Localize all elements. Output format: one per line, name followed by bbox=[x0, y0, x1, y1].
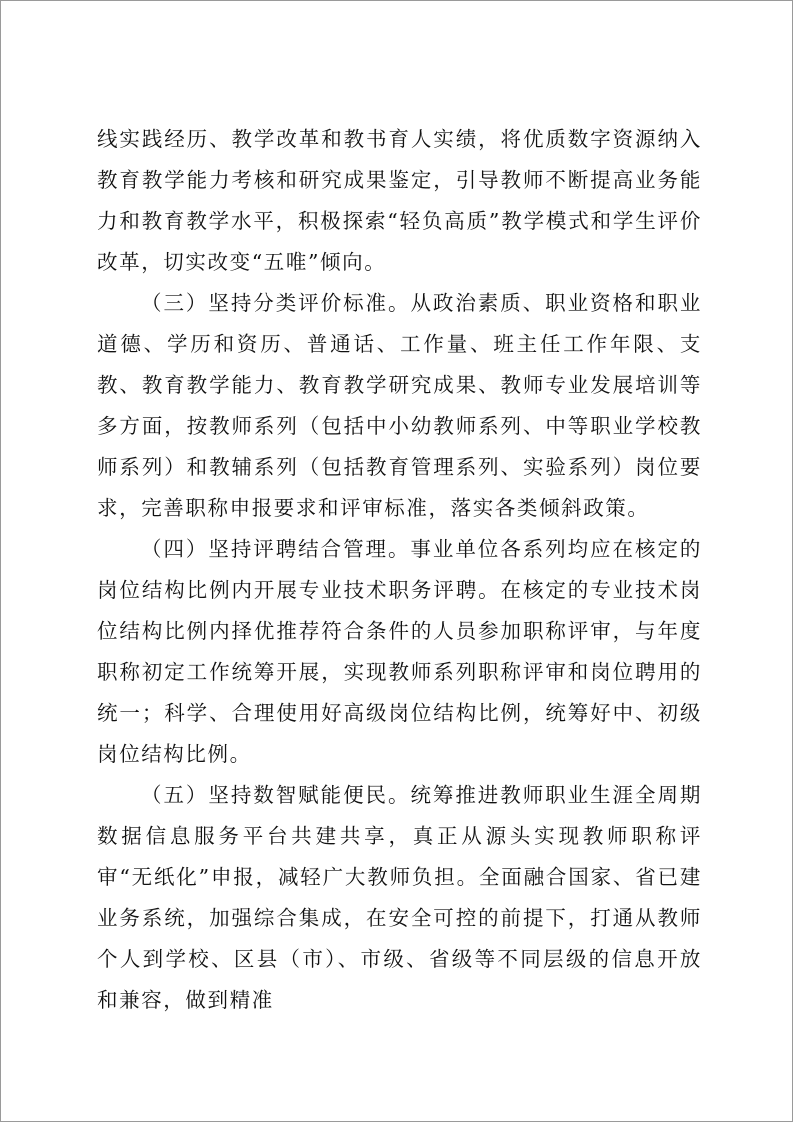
paragraph-section-4: （四）坚持评聘结合管理。事业单位各系列均应在核定的岗位结构比例内开展专业技术职务评聘。在核定的专业技术岗位结构比例内择优推荐符合条件的人员参加职称评审，与年度职称初定工作统筹开展，实现教师系列职称评审和岗位聘用的统一；科学、合理使用好高级岗位结构比例，统筹好中、初级岗位结构比例。 bbox=[97, 537, 702, 766]
paragraph-section-3: （三）坚持分类评价标准。从政治素质、职业资格和职业道德、学历和资历、普通话、工作量、班主任工作年限、支教、教育教学能力、教育教学研究成果、教师专业发展培训等多方面，按教师系列（包括中小幼教师系列、中等职业学校教师系列）和教辅系列（包括教育管理系列、实验系列）岗位要求，完善职称申报要求和评审标准，落实各类倾斜政策。 bbox=[97, 291, 702, 520]
paragraph-section-5: （五）坚持数智赋能便民。统筹推进教师职业生涯全周期数据信息服务平台共建共享，真正从源头实现教师职称评审“无纸化”申报，减轻广大教师负担。全面融合国家、省已建业务系统，加强综合集成，在安全可控的前提下，打通从教师个人到学校、区县（市）、市级、省级等不同层级的信息开放和兼容，做到精准 bbox=[97, 783, 702, 1012]
paragraph-continuation: 线实践经历、教学改革和教书育人实绩，将优质数字资源纳入教育教学能力考核和研究成果鉴定，引导教师不断提高业务能力和教育教学水平，积极探索“轻负高质”教学模式和学生评价改革，切实改变“五唯”倾向。 bbox=[97, 127, 702, 274]
document-body bbox=[97, 119, 702, 1021]
